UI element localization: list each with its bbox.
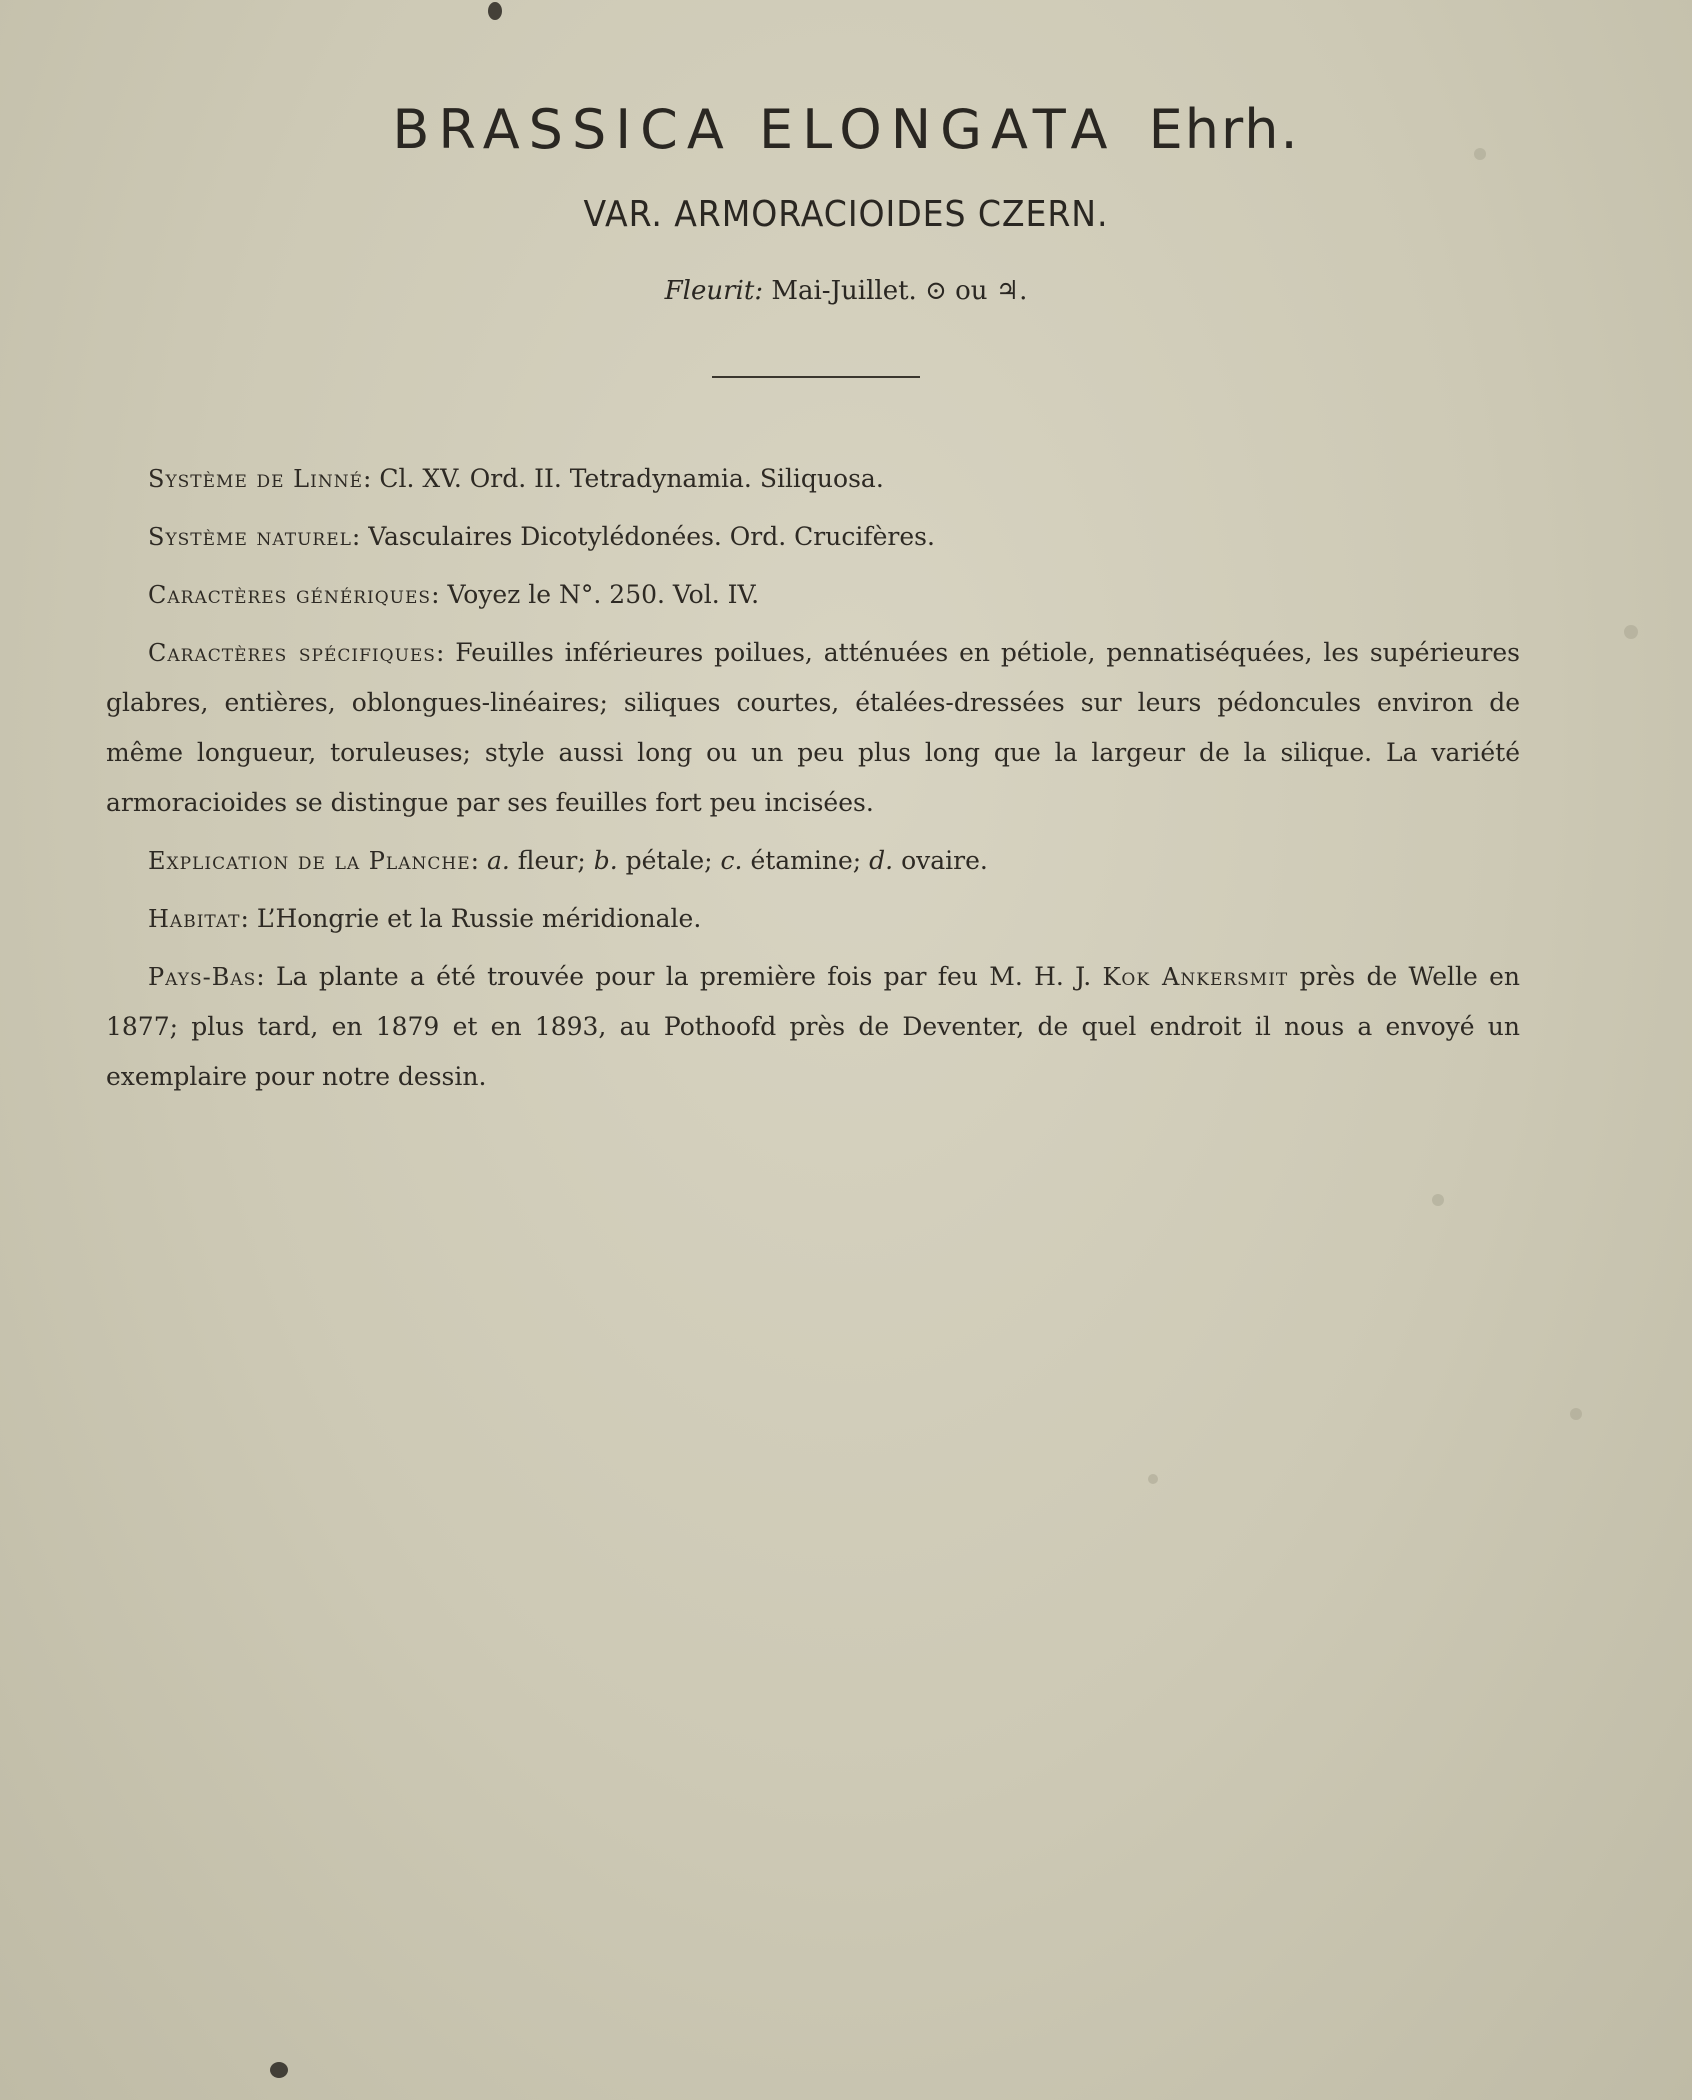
species-name: BRASSICA ELONGATA xyxy=(392,98,1117,161)
section-text-before: La plante a été trouvée pour la première fois par feu M. H. J. xyxy=(276,962,1092,991)
section-text: L’Hongrie et la Russie méridionale. xyxy=(256,904,702,933)
section-text: Feuilles inférieures poilues, atténuées en pétiole, pennatiséquées, les supérieures glabres, entières, oblongues-linéaires; siliques courtes, étalées-dressées sur leurs pédoncules environ de même longueur, toruleuses; style aussi long ou un peu plus long que la largeur de la silique. La variété armoracioides se distingue par ses feuilles fort peu incisées. xyxy=(106,638,1520,817)
species-author: Ehrh. xyxy=(1148,98,1300,161)
plate-key-a: a. xyxy=(486,846,510,875)
plate-value-c: étamine; xyxy=(750,846,862,875)
species-title xyxy=(0,98,1692,161)
section-label: Caractères génériques xyxy=(148,581,432,609)
flowering-label: Fleurit: xyxy=(664,276,764,306)
flowering-line xyxy=(0,276,1692,306)
section-generic-characters: Caractères génériques: Voyez le N°. 250. Vol. IV. xyxy=(148,580,760,609)
paper-spot xyxy=(1148,1474,1158,1484)
section-label: Caractères spécifiques xyxy=(148,639,436,667)
plate-value-a: fleur; xyxy=(517,846,586,875)
plate-value-b: pétale; xyxy=(625,846,713,875)
section-linnean-system: Système de Linné: Cl. XV. Ord. II. Tetradynamia. Siliquosa. xyxy=(148,464,884,493)
collector-name: Kok Ankersmit xyxy=(1102,963,1289,991)
plate-key-c: c. xyxy=(720,846,743,875)
section-netherlands: Pays-Bas: La plante a été trouvée pour la première fois par feu M. H. J. Kok Ankersmit près de Welle en 1877; plus tard, en 1879 et en 1893, au Pothoofd près de Deventer, de quel endroit il nous a envoyé un exemplaire pour notre dessin. xyxy=(106,962,1520,1091)
section-text-after: près de Welle en 1877; plus tard, en 1879 et en 1893, au Pothoofd près de Deventer, de quel endroit il nous a envoyé un exemplaire pour notre dessin. xyxy=(106,962,1520,1091)
section-text: Vasculaires Dicotylédonées. Ord. Crucifères. xyxy=(368,522,935,551)
ink-speck xyxy=(488,2,502,20)
section-label: Système de Linné xyxy=(148,465,363,493)
section-label: Pays-Bas xyxy=(148,963,257,991)
ink-speck xyxy=(270,2062,288,2078)
variety-subtitle: VAR. ARMORACIOIDES CZERN. xyxy=(583,194,1109,235)
section-plate-explanation: Explication de la Planche: a. fleur; b. pétale; c. étamine; d. ovaire. xyxy=(148,846,988,875)
section-label: Système naturel xyxy=(148,523,352,551)
paper-spot xyxy=(1432,1194,1444,1206)
section-label: Explication de la Planche xyxy=(148,847,471,875)
title-divider xyxy=(712,376,920,378)
section-natural-system: Système naturel: Vasculaires Dicotylédonées. Ord. Crucifères. xyxy=(148,522,935,551)
section-text: Voyez le N°. 250. Vol. IV. xyxy=(447,580,760,609)
paper-spot xyxy=(1624,625,1638,639)
description-body xyxy=(106,454,1520,1110)
paper-spot xyxy=(1570,1408,1582,1420)
flowering-value: Mai-Juillet. ⊙ ou ♃. xyxy=(771,276,1028,306)
plate-value-d: ovaire. xyxy=(901,846,988,875)
section-text: Cl. XV. Ord. II. Tetradynamia. Siliquosa. xyxy=(379,464,884,493)
section-label: Habitat xyxy=(148,905,241,933)
section-habitat: Habitat: L’Hongrie et la Russie méridionale. xyxy=(148,904,702,933)
section-specific-characters: Caractères spécifiques: Feuilles inférieures poilues, atténuées en pétiole, pennatiséquées, les supérieures glabres, entières, oblongues-linéaires; siliques courtes, étalées-dressées sur leurs pédoncules environ de même longueur, toruleuses; style aussi long ou un peu plus long que la largeur de la silique. La variété armoracioides se distingue par ses feuilles fort peu incisées. xyxy=(106,638,1520,817)
plate-key-d: d. xyxy=(869,846,894,875)
plate-key-b: b. xyxy=(593,846,618,875)
